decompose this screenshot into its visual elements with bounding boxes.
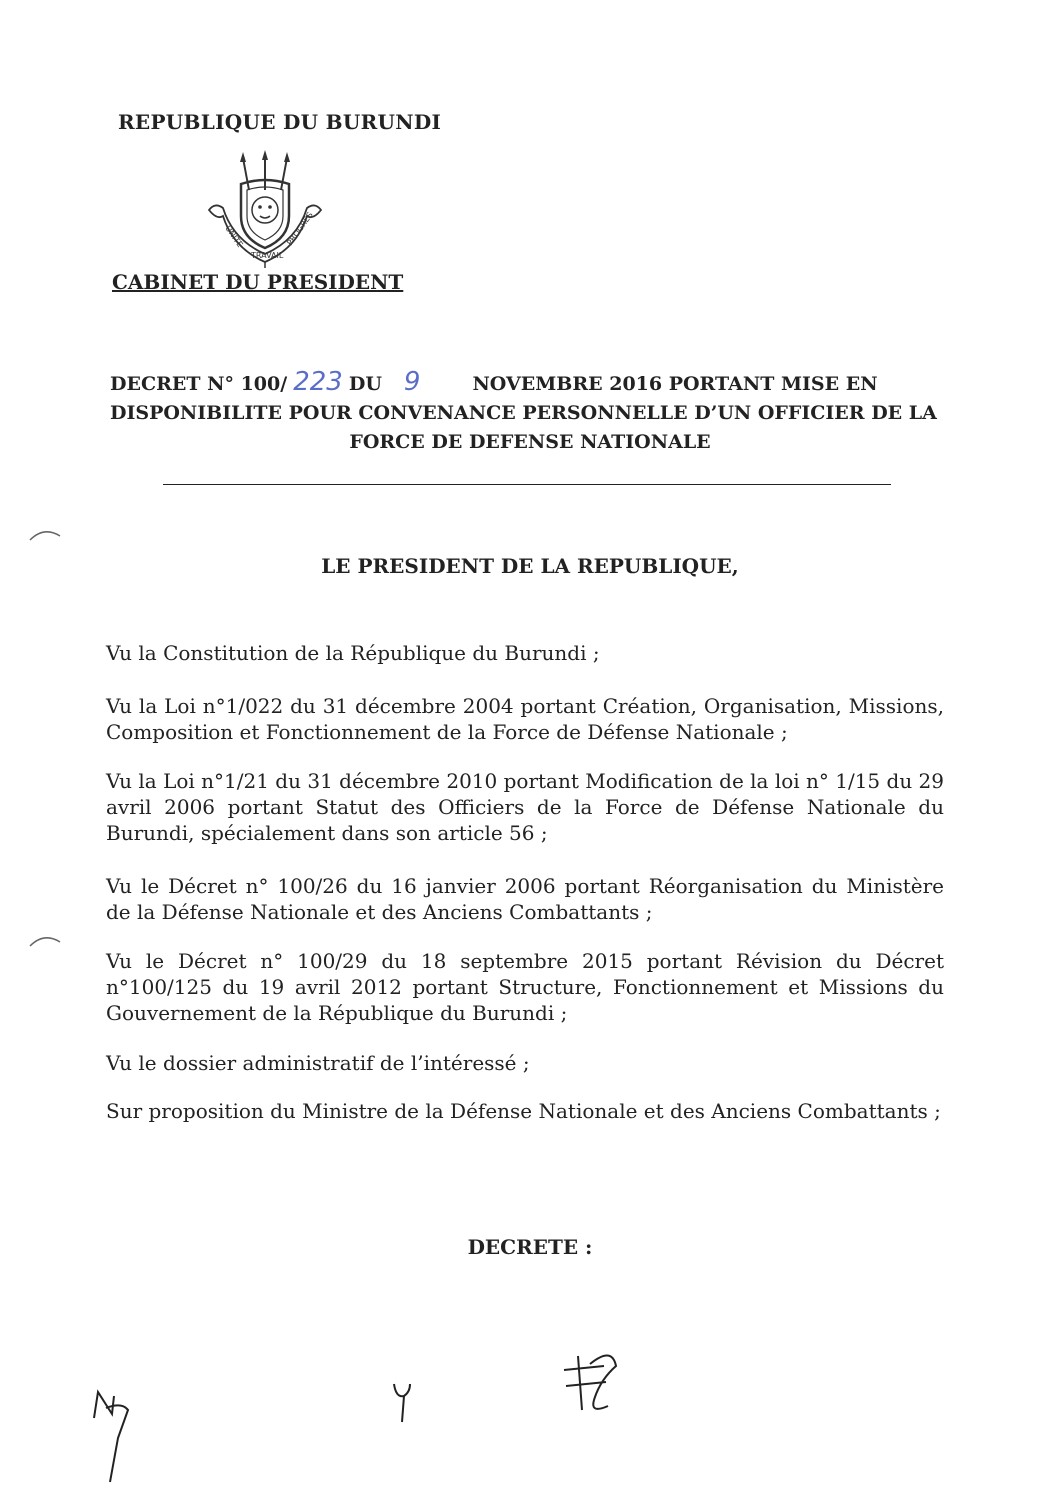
title-line-1: [110, 368, 950, 399]
president-heading: LE PRESIDENT DE LA REPUBLIQUE,: [321, 554, 739, 578]
title-divider: [163, 484, 891, 485]
title-du: DU: [348, 373, 382, 395]
recital-proposition: Sur proposition du Ministre de la Défense Nationale et des Anciens Combattants ;: [106, 1099, 941, 1123]
decrete-heading: DECRETE :: [467, 1235, 593, 1259]
recital-decret-2006: Vu le Décret n° 100/26 du 16 janvier 2006 portant Réorganisation du Ministère de la Défense Nationale et des Anciens Combattants ;: [106, 874, 944, 924]
coat-of-arms-emblem: [203, 150, 327, 268]
svg-text:PROGRES: PROGRES: [285, 210, 315, 248]
punch-hole-mark-bottom: [26, 928, 66, 952]
handwritten-initials-right: [560, 1340, 630, 1420]
recital-constitution: Vu la Constitution de la République du Burundi ;: [106, 641, 600, 665]
title-line-3: FORCE DE DEFENSE NATIONALE: [349, 431, 711, 453]
handwritten-decree-number: 223: [293, 367, 343, 397]
title-line-2: DISPONIBILITE POUR CONVENANCE PERSONNELLE D’UN OFFICIER DE LA: [110, 402, 937, 424]
decree-title: [110, 368, 950, 457]
recital-dossier: Vu le dossier administratif de l’intéressé ;: [106, 1051, 530, 1075]
punch-hole-mark-top: [26, 522, 66, 546]
title-line-1-rest: NOVEMBRE 2016 PORTANT MISE EN: [472, 373, 878, 395]
decree-prefix: DECRET N° 100/: [110, 373, 288, 395]
recital-loi-2004: Vu la Loi n°1/022 du 31 décembre 2004 portant Création, Organisation, Missions, Composition et Fonctionnement de la Force de Défense Nationale ;: [106, 694, 944, 744]
recital-decret-2015: Vu le Décret n° 100/29 du 18 septembre 2015 portant Révision du Décret n°100/125 du 19 avril 2012 portant Structure, Fonctionnement et Missions du Gouvernement de la République du Burundi ;: [106, 949, 944, 1025]
handwritten-day: 9: [403, 367, 421, 397]
handwritten-initials-left: [88, 1388, 148, 1488]
svg-text:TRAVAIL: TRAVAIL: [251, 251, 284, 260]
handwritten-initials-center: [388, 1378, 418, 1428]
recital-loi-2010: Vu la Loi n°1/21 du 31 décembre 2010 portant Modification de la loi n° 1/15 du 29 avril 2006 portant Statut des Officiers de la Force de Défense Nationale du Burundi, spécialement dans son article 56 ;: [106, 769, 945, 845]
republic-header: REPUBLIQUE DU BURUNDI: [118, 110, 442, 134]
svg-text:UNITE: UNITE: [223, 223, 245, 249]
cabinet-header: CABINET DU PRESIDENT: [112, 270, 404, 294]
